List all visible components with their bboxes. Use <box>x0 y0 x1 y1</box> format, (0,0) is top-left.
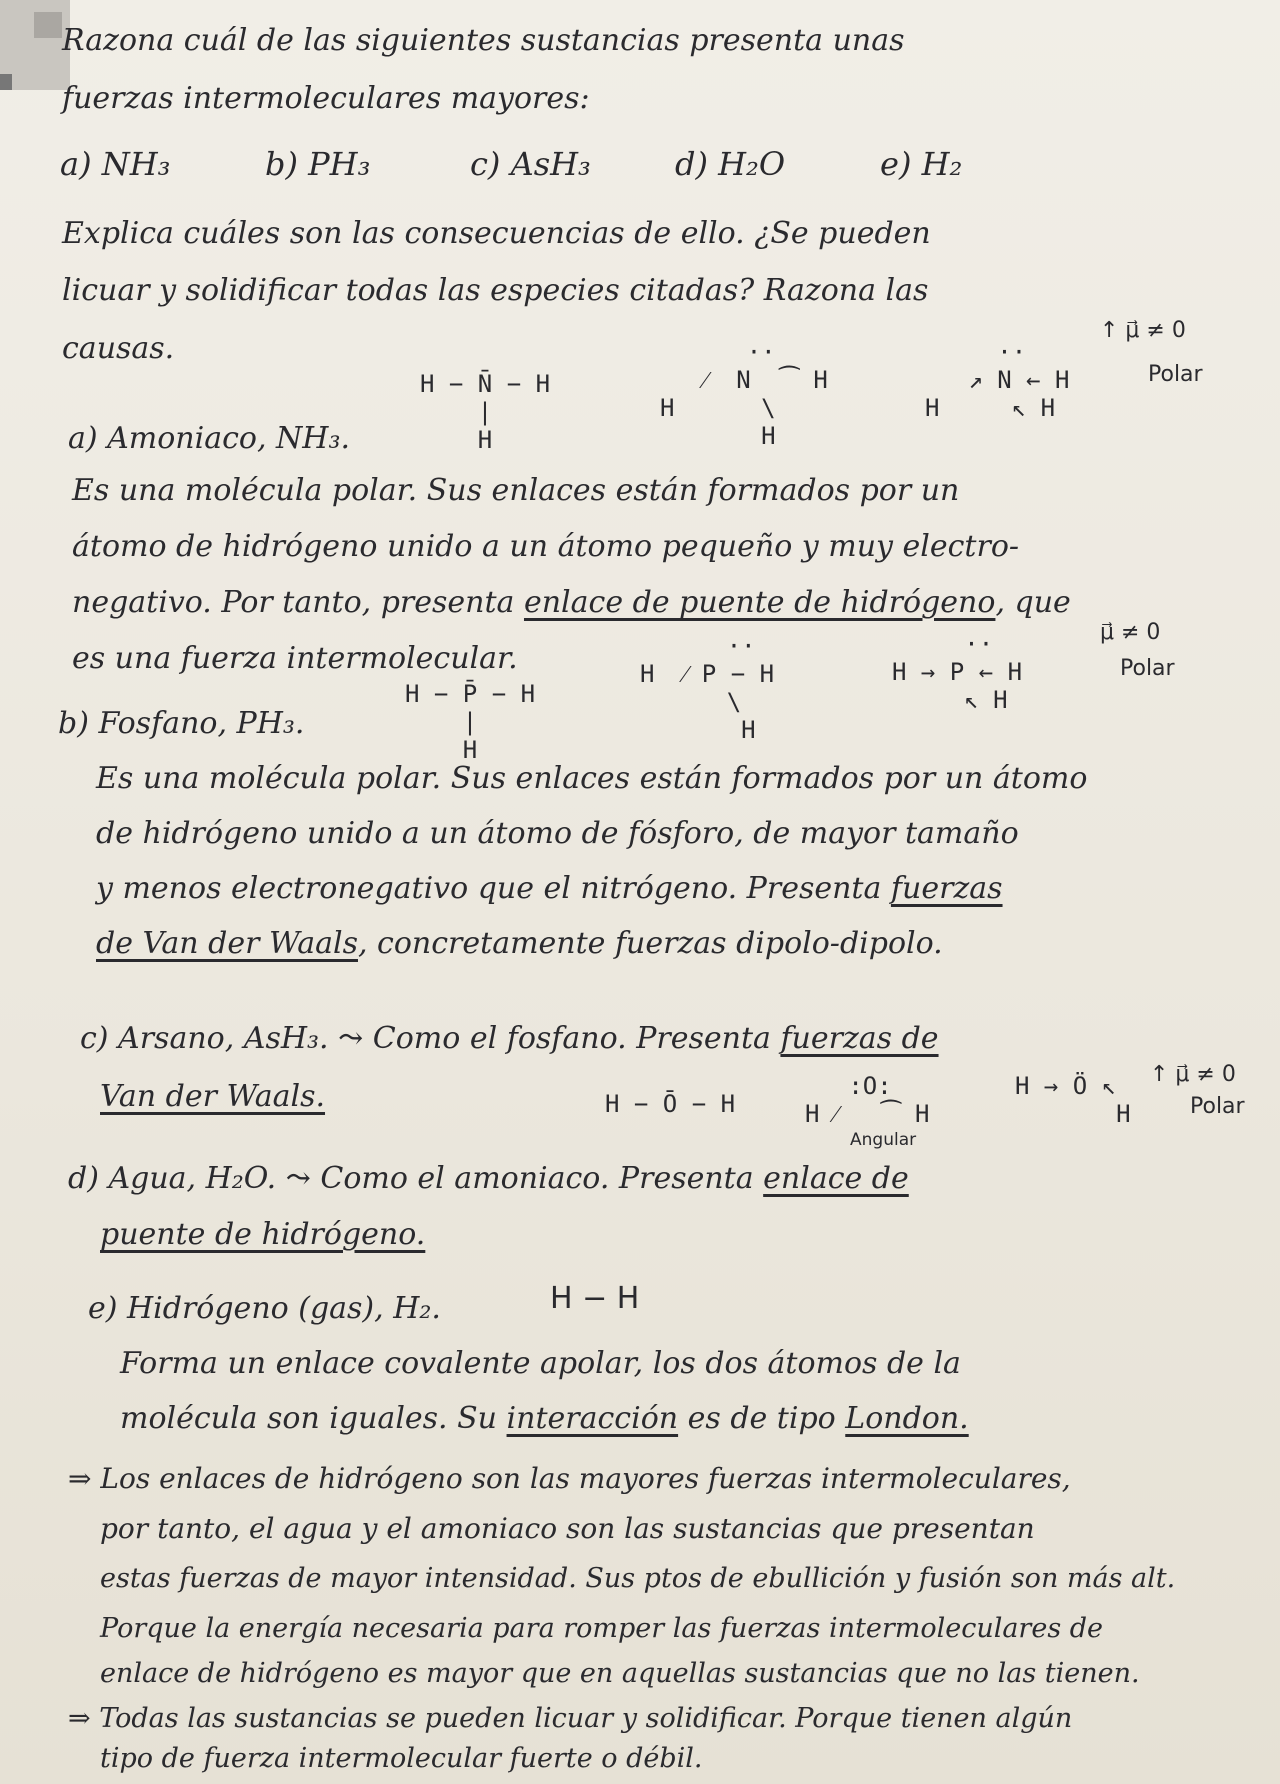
corner-tab-square <box>34 12 62 38</box>
section-d-line-2 <box>100 1216 425 1254</box>
conclusion-line-6: ⇒ Todas las sustancias se pueden licuar y solidificar. Porque tienen algún <box>68 1703 1073 1734</box>
section-b-heading: b) Fosfano, PH₃. <box>58 706 305 741</box>
question-line-3: Explica cuáles son las consecuencias de ello. ¿Se pueden <box>62 216 931 251</box>
hydrogen-bond-underlined: enlace de puente de hidrógeno <box>523 585 996 620</box>
nh3-lewis-structure: H − N̄ − H | H <box>420 370 551 454</box>
question-line-4: licuar y solidificar todas las especies citadas? Razona las <box>62 273 929 308</box>
hydrogen-bond-underlined-2: enlace de <box>763 1161 909 1196</box>
conclusion-line-7: tipo de fuerza intermolecular fuerte o débil. <box>100 1743 703 1774</box>
conclusion-line-4: Porque la energía necesaria para romper las fuerzas intermoleculares de <box>100 1613 1104 1644</box>
h2-lewis-structure: H − H <box>550 1281 640 1316</box>
question-line-1: Razona cuál de las siguientes sustancias presenta unas <box>62 23 905 58</box>
van-der-waals-underlined-4: Van der Waals. <box>100 1079 326 1114</box>
question-line-5: causas. <box>62 331 175 366</box>
conclusion-line-3: estas fuerzas de mayor intensidad. Sus ptos de ebullición y fusión son más alt. <box>100 1563 1176 1594</box>
option-d: d) H₂O <box>675 145 786 183</box>
section-c-line-2 <box>100 1078 325 1116</box>
angular-label: Angular <box>850 1130 917 1150</box>
h2o-dipole-structure: H → Ö ↖ H <box>1015 1072 1131 1128</box>
london-underlined: London. <box>845 1401 969 1436</box>
section-b-line-3: y menos electronegativo que el nitrógeno. Presenta fuerzas <box>96 871 1003 906</box>
ph3-geometry-structure: ·· H ⁄ P − H \ H <box>640 632 775 744</box>
corner-tab-mark <box>0 74 12 90</box>
nh3-geometry-structure: ·· ⁄ N ⁀ H H \ H <box>660 338 828 450</box>
section-a-line-3: negativo. Por tanto, presenta enlace de puente de hidrógeno, que <box>72 585 1071 620</box>
van-der-waals-underlined-3: fuerzas de <box>780 1021 939 1056</box>
section-b-line-2: de hidrógeno unido a un átomo de fósforo, de mayor tamaño <box>96 816 1019 851</box>
section-b-line-4: de Van der Waals, concretamente fuerzas dipolo-dipolo. <box>96 926 943 961</box>
interaction-underlined: interacción <box>506 1401 679 1436</box>
conclusion-line-1: ⇒ Los enlaces de hidrógeno son las mayores fuerzas intermoleculares, <box>68 1462 1071 1495</box>
nh3-dipole-moment: ↑ μ⃗ ≠ 0 <box>1100 318 1186 343</box>
conclusion-line-5: enlace de hidrógeno es mayor que en aquellas sustancias que no las tienen. <box>100 1658 1140 1689</box>
section-c-heading: c) Arsano, AsH₃. ⤳ Como el fosfano. Presenta fuerzas de <box>80 1021 939 1056</box>
section-a-line-1: Es una molécula polar. Sus enlaces están formados por un <box>72 473 960 508</box>
nh3-polar-label: Polar <box>1148 362 1203 387</box>
option-b: b) PH₃ <box>265 145 371 183</box>
nh3-dipole-structure: ·· ↗ N ← H H ↖ H <box>925 338 1070 422</box>
ph3-lewis-structure: H − P̄ − H | H <box>405 680 536 764</box>
ph3-polar-label: Polar <box>1120 656 1175 681</box>
ph3-dipole-moment: μ⃗ ≠ 0 <box>1100 620 1161 645</box>
question-line-2: fuerzas intermoleculares mayores: <box>62 81 590 116</box>
h2o-lewis-structure: H − Ō − H <box>605 1090 736 1118</box>
corner-tab <box>0 0 70 90</box>
h2o-geometry-structure: :O: H ⁄ ⁀ H <box>805 1072 930 1128</box>
section-a-line-2: átomo de hidrógeno unido a un átomo pequeño y muy electro- <box>72 529 1020 564</box>
van-der-waals-underlined-2: de Van der Waals <box>96 926 358 961</box>
h2o-polar-label: Polar <box>1190 1094 1245 1119</box>
ph3-dipole-structure: ·· H → P ← H ↖ H <box>892 630 1023 714</box>
question-options <box>60 145 1110 183</box>
section-a-heading: a) Amoniaco, NH₃. <box>68 421 351 456</box>
h2o-dipole-moment: ↑ μ⃗ ≠ 0 <box>1150 1062 1236 1087</box>
section-b-line-1: Es una molécula polar. Sus enlaces están formados por un átomo <box>96 761 1088 796</box>
option-e: e) H₂ <box>880 145 963 183</box>
section-e-line-1: Forma un enlace covalente apolar, los dos átomos de la <box>120 1346 961 1381</box>
section-a-line-4: es una fuerza intermolecular. <box>72 641 518 676</box>
conclusion-line-2: por tanto, el agua y el amoniaco son las sustancias que presentan <box>100 1512 1035 1545</box>
section-e-heading: e) Hidrógeno (gas), H₂. <box>88 1291 441 1326</box>
option-a: a) NH₃ <box>60 145 171 183</box>
option-c: c) AsH₃ <box>470 145 591 183</box>
section-d-heading: d) Agua, H₂O. ⤳ Como el amoniaco. Presenta enlace de <box>68 1161 909 1196</box>
van-der-waals-underlined-1: fuerzas <box>890 871 1003 906</box>
section-e-line-2: molécula son iguales. Su interacción es de tipo London. <box>120 1401 969 1436</box>
hydrogen-bond-underlined-3: puente de hidrógeno. <box>100 1217 426 1252</box>
